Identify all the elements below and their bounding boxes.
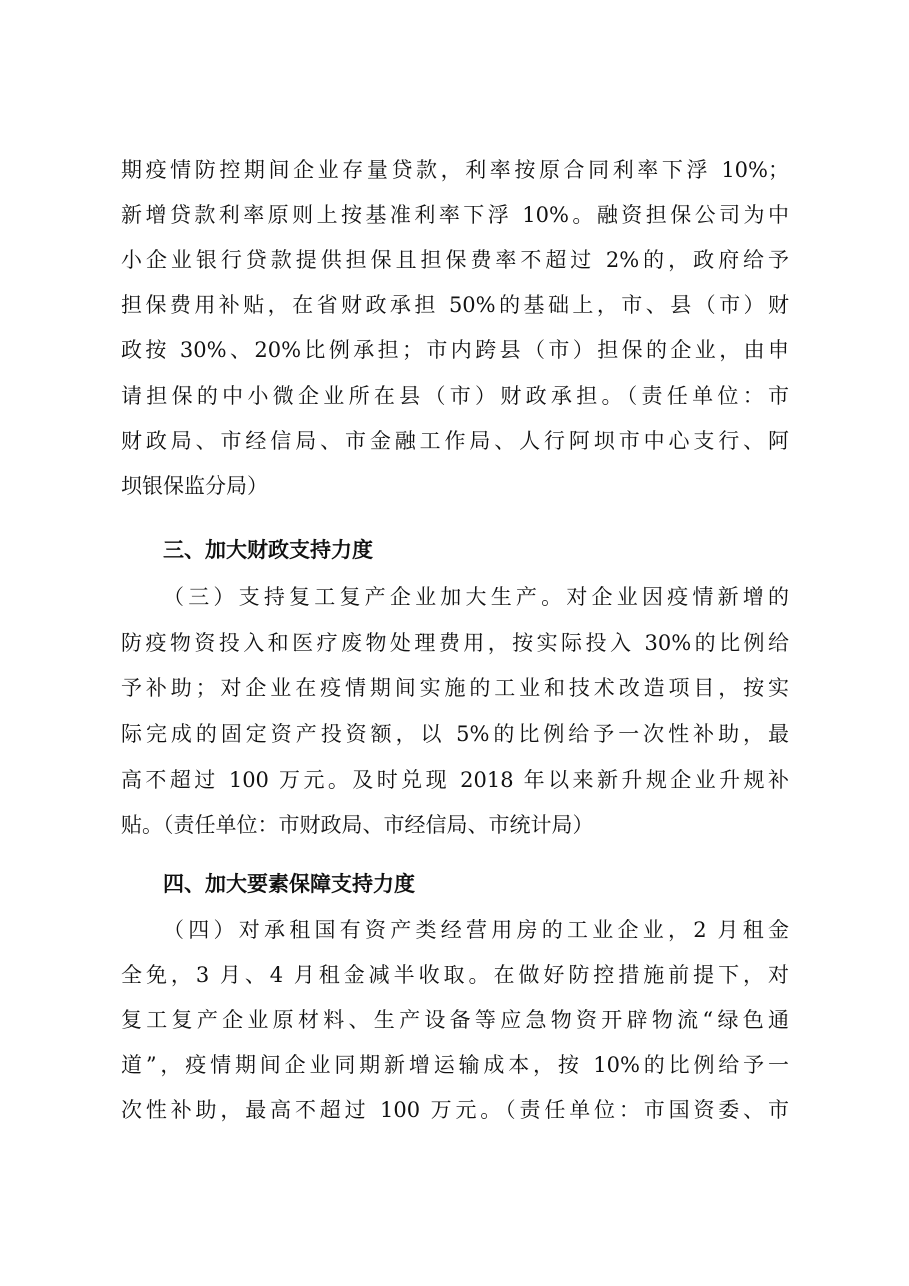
body-text-line: 次性补助，最高不超过 100 万元。（责任单位：市国资委、市 xyxy=(121,1098,789,1122)
body-text-line: 道”，疫情期间企业同期新增运输成本，按 10%的比例给予一 xyxy=(121,1053,789,1077)
body-text-line: 政按 30%、20%比例承担；市内跨县（市）担保的企业，由申 xyxy=(121,338,789,362)
body-text-line: （四）对承租国有资产类经营用房的工业企业，2 月租金 xyxy=(163,918,789,942)
body-text-line: 新增贷款利率原则上按基准利率下浮 10%。融资担保公司为中 xyxy=(121,203,789,227)
body-text-line: 小企业银行贷款提供担保且担保费率不超过 2%的，政府给予 xyxy=(121,248,789,272)
body-text-line: 全免，3 月、4 月租金减半收取。在做好防控措施前提下，对 xyxy=(121,963,789,987)
body-text-line: 担保费用补贴，在省财政承担 50%的基础上，市、县（市）财 xyxy=(121,293,789,317)
body-text-line: 高不超过 100 万元。及时兑现 2018 年以来新升规企业升规补 xyxy=(121,768,789,792)
body-text-line: （三）支持复工复产企业加大生产。对企业因疫情新增的 xyxy=(163,585,789,609)
body-text-line: 防疫物资投入和医疗废物处理费用，按实际投入 30%的比例给 xyxy=(121,631,789,655)
body-text-line: 际完成的固定资产投资额，以 5%的比例给予一次性补助，最 xyxy=(121,722,789,746)
section-heading: 三、加大财政支持力度 xyxy=(163,538,373,562)
body-text-line: 坝银保监分局） xyxy=(121,474,268,498)
section-heading: 四、加大要素保障支持力度 xyxy=(163,872,415,896)
body-text-line: 请担保的中小微企业所在县（市）财政承担。（责任单位：市 xyxy=(121,384,789,408)
body-text-line: 财政局、市经信局、市金融工作局、人行阿坝市中心支行、阿 xyxy=(121,429,789,453)
body-text-line: 复工复产企业原材料、生产设备等应急物资开辟物流“绿色通 xyxy=(121,1008,789,1032)
body-text-line: 贴。（责任单位：市财政局、市经信局、市统计局） xyxy=(121,813,594,837)
body-text-line: 予补助；对企业在疫情期间实施的工业和技术改造项目，按实 xyxy=(121,676,789,700)
body-text-line: 期疫情防控期间企业存量贷款，利率按原合同利率下浮 10%； xyxy=(121,158,789,182)
